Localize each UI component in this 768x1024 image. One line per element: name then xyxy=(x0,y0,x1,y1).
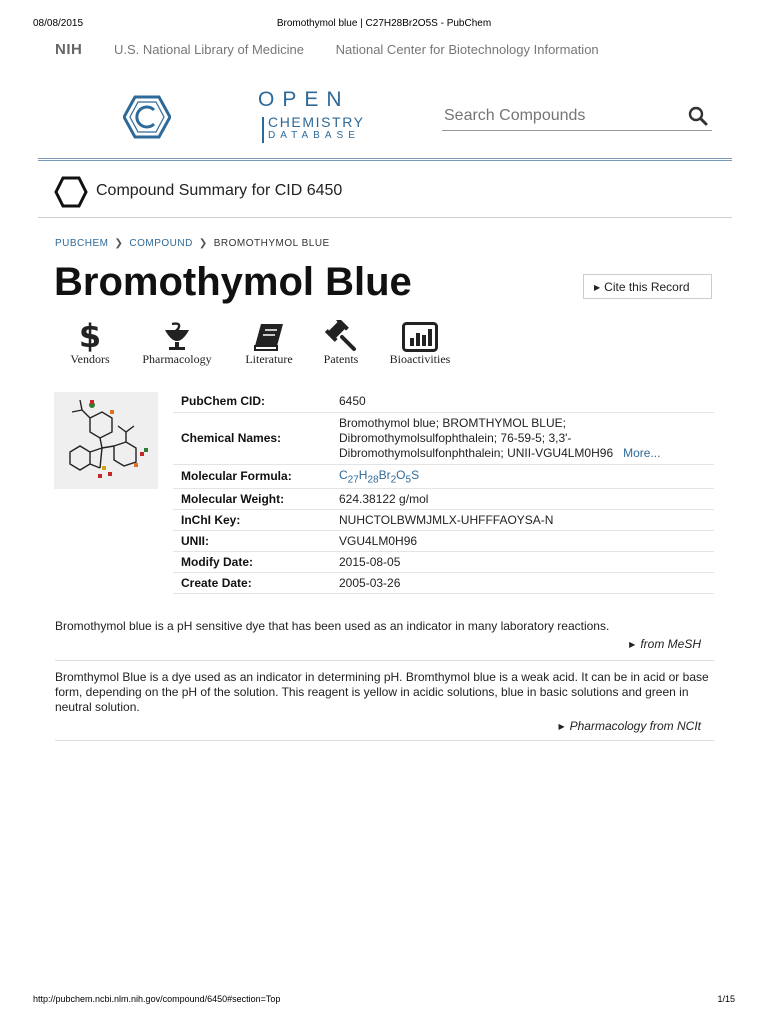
table-row xyxy=(173,412,714,464)
prop-label: Modify Date: xyxy=(173,551,331,572)
properties-table xyxy=(173,391,714,594)
more-link[interactable]: More... xyxy=(623,445,661,460)
search-icon[interactable] xyxy=(688,106,708,131)
formula-o: O xyxy=(396,467,406,482)
print-title: Bromothymol blue | C27H28Br2O5S - PubChem xyxy=(276,18,492,29)
search-box xyxy=(442,104,712,131)
hexagon-icon xyxy=(54,176,88,213)
bar-chart-icon xyxy=(382,318,458,352)
formula-br-count: 2 xyxy=(390,473,397,485)
prop-label: Molecular Formula: xyxy=(173,464,331,488)
formula-o-count: 5 xyxy=(405,473,412,485)
summary-divider xyxy=(38,217,732,218)
dollar-icon: $ xyxy=(78,317,102,355)
gavel-icon xyxy=(318,318,364,352)
nav-pharmacology-label: Pharmacology xyxy=(142,352,212,366)
prop-label: Chemical Names: xyxy=(173,412,331,464)
print-url: http://pubchem.ncbi.nlm.nih.gov/compound/6450#section=Top xyxy=(33,994,281,1004)
cite-label: Cite this Record xyxy=(604,280,690,294)
pubchem-logo-icon[interactable] xyxy=(123,95,171,144)
prop-label: PubChem CID: xyxy=(173,391,331,412)
caret-right-icon: ▶ xyxy=(594,283,601,292)
chevron-right-icon: ❯ xyxy=(114,238,124,249)
nav-patents[interactable] xyxy=(318,318,364,367)
formula-s: S xyxy=(411,467,420,482)
description-mesh: Bromothymol blue is a pH sensitive dye that has been used as an indicator in many laboratory reactions. xyxy=(55,619,610,633)
nlm-link[interactable]: U.S. National Library of Medicine xyxy=(113,42,304,57)
nav-bioactivities[interactable] xyxy=(382,318,458,367)
source-mesh-label: from MeSH xyxy=(640,637,701,651)
source-ncit-link[interactable] xyxy=(558,719,701,733)
nav-pharmacology[interactable] xyxy=(136,318,218,367)
header-divider xyxy=(38,158,732,163)
prop-value-modify-date: 2015-08-05 xyxy=(331,551,714,572)
print-page-number: 1/15 xyxy=(717,994,735,1004)
table-row xyxy=(173,464,714,488)
nav-literature-label: Literature xyxy=(245,352,293,366)
breadcrumb-current: BROMOTHYMOL BLUE xyxy=(213,238,330,249)
source-mesh-link[interactable] xyxy=(629,637,701,651)
prop-value-inchikey: NUHCTOLBWMJMLX-UHFFFAOYSA-N xyxy=(331,509,714,530)
description-divider xyxy=(55,740,714,741)
nih-bar xyxy=(55,41,627,58)
nav-literature[interactable] xyxy=(240,318,298,367)
prop-value-create-date: 2005-03-26 xyxy=(331,572,714,593)
open-chemistry-logo[interactable] xyxy=(258,88,365,141)
description-ncit: Bromthymol Blue is a dye used as an indicator in determining pH. Bromthymol blue is a weak acid. It can be in acid or base form, depending on the pH of the solution. This reagent is yellow in acidic solutions, blue in basic solutions and green in neutral solution. xyxy=(55,670,709,714)
prop-label: Create Date: xyxy=(173,572,331,593)
formula-br: Br xyxy=(378,467,391,482)
nav-bioactivities-label: Bioactivities xyxy=(389,352,451,366)
book-icon xyxy=(240,318,298,352)
cite-record-button[interactable] xyxy=(583,274,712,299)
nav-vendors[interactable] xyxy=(64,318,116,367)
logo-chemistry-text: CHEMISTRY xyxy=(268,114,365,130)
formula-h-count: 28 xyxy=(367,473,379,485)
search-input[interactable] xyxy=(442,104,676,128)
breadcrumb-compound[interactable]: COMPOUND xyxy=(129,238,193,249)
prop-label: UNII: xyxy=(173,530,331,551)
table-row xyxy=(173,530,714,551)
formula-c-count: 27 xyxy=(347,473,359,485)
prop-value-formula[interactable] xyxy=(331,464,714,488)
prop-value-cid: 6450 xyxy=(331,391,714,412)
pharmacology-icon xyxy=(136,318,218,352)
table-row xyxy=(173,572,714,593)
logo-open-text: OPEN xyxy=(258,88,350,111)
caret-right-icon: ▶ xyxy=(629,640,636,649)
prop-value-unii[interactable]: VGU4LM0H96 xyxy=(331,530,714,551)
breadcrumb-pubchem[interactable]: PUBCHEM xyxy=(55,238,109,249)
print-date: 08/08/2015 xyxy=(33,18,84,29)
ncbi-link[interactable]: National Center for Biotechnology Information xyxy=(335,42,599,57)
page-title: Bromothymol Blue xyxy=(54,260,412,304)
formula-h: H xyxy=(358,467,368,482)
prop-label: InChI Key: xyxy=(173,509,331,530)
nav-vendors-label: Vendors xyxy=(70,352,110,366)
table-row xyxy=(173,551,714,572)
nih-link[interactable]: NIH xyxy=(55,41,83,58)
source-ncit-label: Pharmacology from NCIt xyxy=(569,719,701,733)
prop-value-names: Bromothymol blue; BROMTHYMOL BLUE; Dibromothymolsulfophthalein; 76-59-5; 3,3'-Dibromothymolsulfonphthalein; UNII-VGU4LM0H96 xyxy=(339,415,614,460)
logo-database-text: DATABASE xyxy=(268,130,360,141)
prop-value-weight: 624.38122 g/mol xyxy=(331,488,714,509)
structure-image[interactable] xyxy=(54,392,158,489)
summary-title: Compound Summary for CID 6450 xyxy=(96,182,343,199)
chevron-right-icon: ❯ xyxy=(198,238,208,249)
description-divider xyxy=(55,660,714,661)
caret-right-icon: ▶ xyxy=(558,722,565,731)
table-row xyxy=(173,391,714,412)
prop-label: Molecular Weight: xyxy=(173,488,331,509)
nav-patents-label: Patents xyxy=(323,352,359,366)
formula-c: C xyxy=(339,467,348,482)
breadcrumb xyxy=(55,238,330,249)
table-row xyxy=(173,509,714,530)
table-row xyxy=(173,488,714,509)
